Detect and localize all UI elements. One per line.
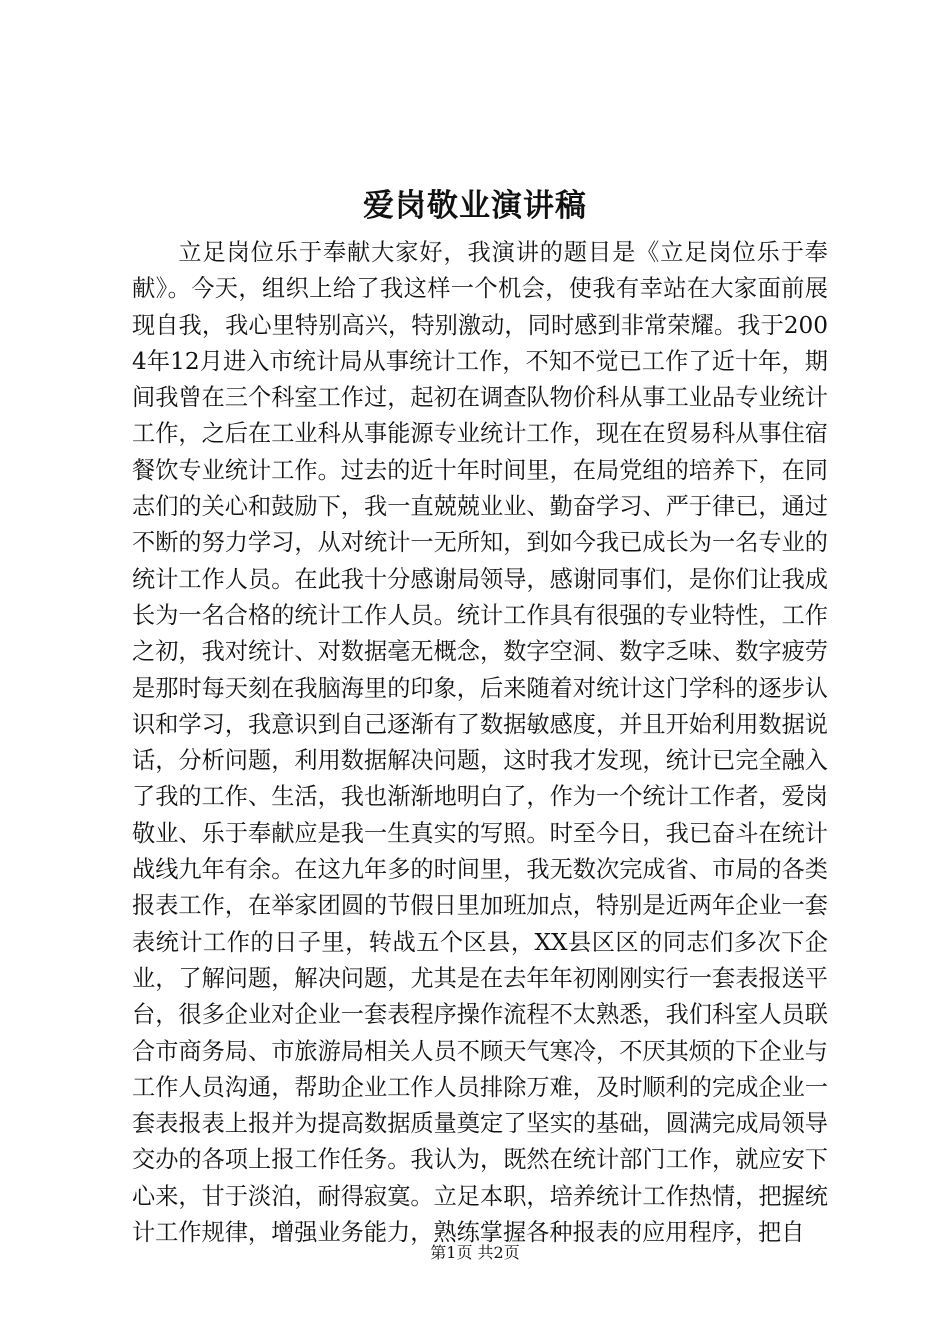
page-footer: 第1页 共2页 (430, 1243, 520, 1262)
document-title: 爱岗敬业演讲稿 (363, 188, 587, 224)
document-body: 立足岗位乐于奉献大家好，我演讲的题目是《立足岗位乐于奉献》。今天，组织上给了我这样一个机会，使我有幸站在大家面前展现自我，我心里特别高兴，特别激动，同时感到非常荣耀。我于2004年12月进入市统计局从事统计工作，不知不觉已工作了近十年，期间我曾在三个科室工作过，起初在调查队物价科从事工业品专业统计工作，之后在工业科从事能源专业统计工作，现在在贸易科从事住宿餐饮专业统计工作。过去的近十年时间里，在局党组的培养下，在同志们的关心和鼓励下，我一直兢兢业业、勤奋学习、严于律已，通过不断的努力学习，从对统计一无所知，到如今我已成长为一名专业的统计工作人员。在此我十分感谢局领导，感谢同事们，是你们让我成长为一名合格的统计工作人员。统计工作具有很强的专业特性，工作之初，我对统计、对数据毫无概念，数字空洞、数字乏味、数字疲劳是那时每天刻在我脑海里的印象，后来随着对统计这门学科的逐步认识和学习，我意识到自己逐渐有了数据敏感度，并且开始利用数据说话，分析问题，利用数据解决问题，这时我才发现，统计已完全融入了我的工作、生活，我也渐渐地明白了，作为一个统计工作者，爱岗敬业、乐于奉献应是我一生真实的写照。时至今日，我已奋斗在统计战线九年有余。在这九年多的时间里，我无数次完成省、市局的各类报表工作，在举家团圆的节假日里加班加点，特别是近两年企业一套表统计工作的日子里，转战五个区县，XX县区区的同志们多次下企业，了解问题，解决问题，尤其是在去年年初刚刚实行一套表报送平台，很多企业对企业一套表程序操作流程不太熟悉，我们科室人员联合市商务局、市旅游局相关人员不顾天气寒冷，不厌其烦的下企业与工作人员沟通，帮助企业工作人员排除万难，及时顺利的完成企业一套表报表上报并为提高数据质量奠定了坚实的基础，圆满完成局领导交办的各项上报工作任务。我认为，既然在统计部门工作，就应安下心来，甘于淡泊，耐得寂寞。立足本职，培养统计工作热情，把握统计工作规律，增强业务能力，熟练掌握各种报表的应用程序，把自 (132, 239, 828, 1247)
